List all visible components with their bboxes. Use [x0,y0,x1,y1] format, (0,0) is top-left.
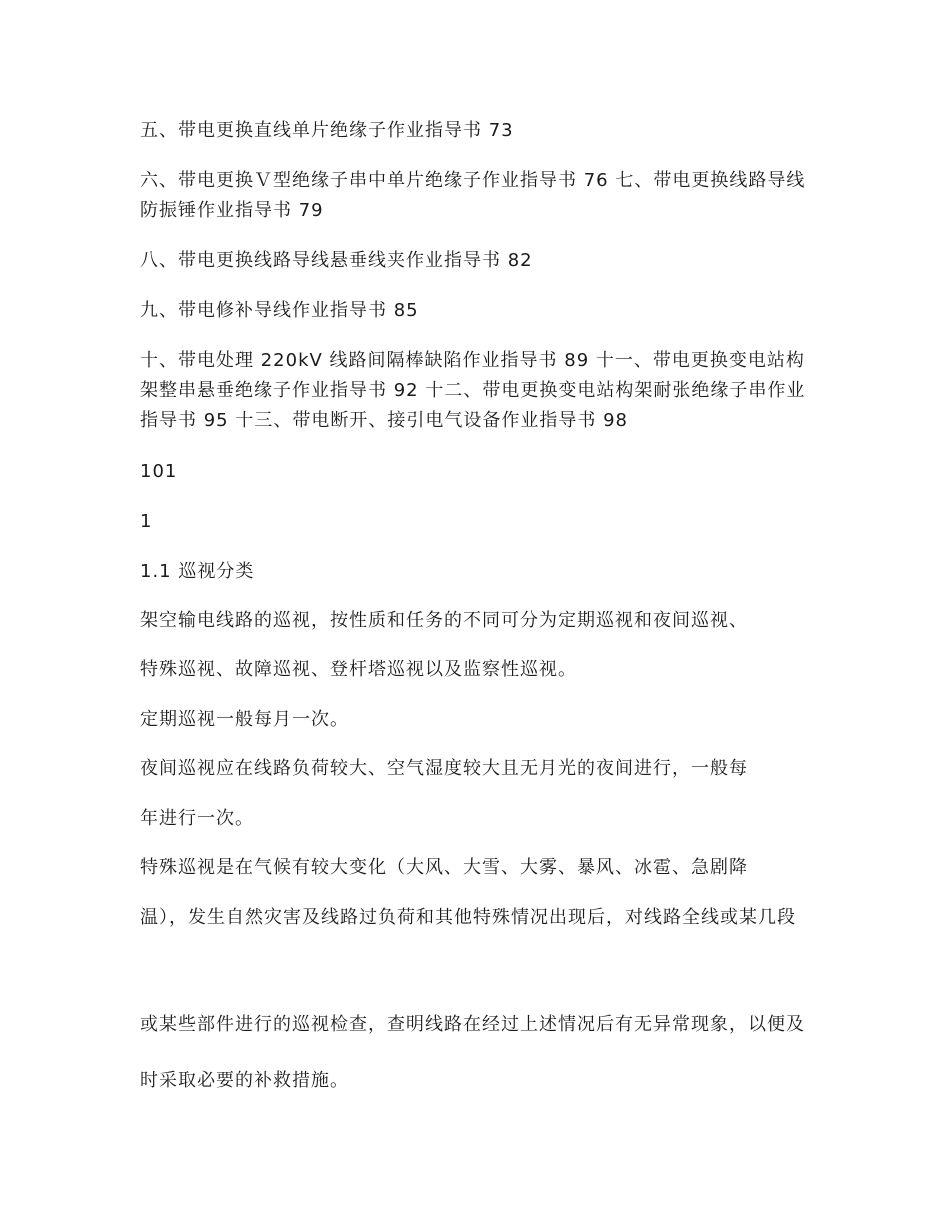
toc-entry-8: 八、带电更换线路导线悬垂线夹作业指导书 82 [140,250,533,271]
body-paragraph-line: 特殊巡视是在气候有较大变化（大风、大雪、大雾、暴风、冰雹、急剧降 [140,857,748,878]
body-paragraph-line: 年进行一次。 [140,808,254,829]
body-paragraph-line: 或某些部件进行的巡视检查，查明线路在经过上述情况后有无异常现象，以便及 [140,1014,805,1035]
body-paragraph-line: 特殊巡视、故障巡视、登杆塔巡视以及监察性巡视。 [140,659,577,680]
toc-page-number: 101 [140,461,178,482]
body-paragraph-line: 温），发生自然灾害及线路过负荷和其他特殊情况出现后，对线路全线或某几段 [140,907,796,928]
body-paragraph-line: 夜间巡视应在线路负荷较大、空气湿度较大且无月光的夜间进行，一般每 [140,758,748,779]
body-paragraph-line: 定期巡视一般每月一次。 [140,709,349,730]
toc-entry-9: 九、带电修补导线作业指导书 85 [140,300,419,321]
toc-entry-5: 五、带电更换直线单片绝缘子作业指导书 73 [140,120,514,141]
toc-entry-10-13: 十、带电处理 220kV 线路间隔棒缺陷作业指导书 89 十一、带电更换变电站构架整串悬垂绝缘子作业指导书 92 十二、带电更换变电站构架耐张绝缘子串作业指导书 95 十三、带电断开、接引电气设备作业指导书 98 [140,350,806,431]
body-paragraph-line: 架空输电线路的巡视，按性质和任务的不同可分为定期巡视和夜间巡视、 [140,610,748,631]
section-heading: 1.1 巡视分类 [140,561,255,582]
toc-entry-6-7: 六、带电更换Ｖ型绝缘子串中单片绝缘子作业指导书 76 七、带电更换线路导线防振锤作业指导书 79 [140,170,806,221]
chapter-number: 1 [140,511,153,532]
body-paragraph-line: 时采取必要的补救措施。 [140,1070,349,1091]
